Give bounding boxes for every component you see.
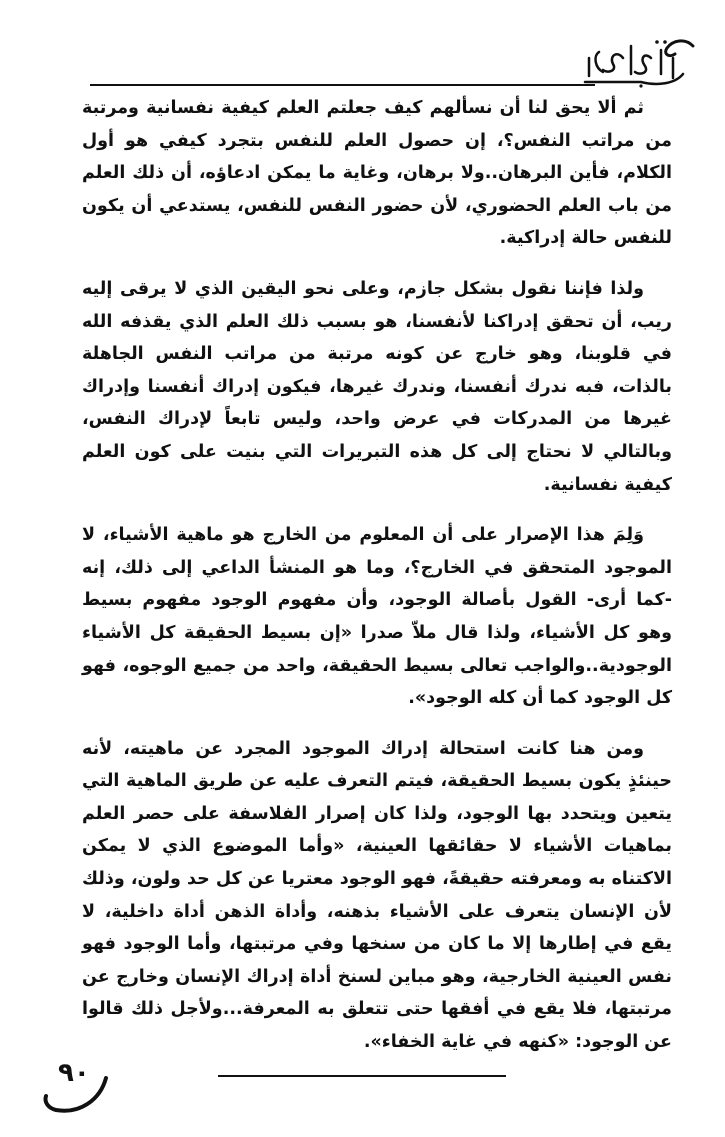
paragraph-3: وَلِمَ هذا الإصرار على أن المعلوم من الخارج هو ماهية الأشياء، لا الموجود المتحقق في الخارج؟، وما هو المنشأ الداعي إلى ذلك، إنه -كما أرى- القول بأصالة الوجود، وأن مفهوم الوجود مفهوم بسيط وهو كل الأشياء، ولذا قال ملاّ صدرا «إن بسيط الحقيقة كل الأشياء الوجودية..والواجب تعالى بسيط الحقيقة، واحد من جميع الوجوه، فهو كل الوجود كما أن كله الوجود». xyxy=(82,525,672,709)
page-header xyxy=(90,28,695,92)
paragraph-1: ثم ألا يحق لنا أن نسألهم كيف جعلتم العلم كيفية نفسانية ومرتبة من مراتب النفس؟، إن حصول العلم للنفس بتجرد كيفي هو أول الكلام، فأين البرهان..ولا برهان، وغاية ما يمكن ادعاؤه، أن ذلك العلم من باب العلم الحضوري، لأن حضور النفس للنفس، يستدعي أن يكون للنفس حالة إدراكية. xyxy=(82,98,672,249)
paragraph-2: ولذا فإننا نقول بشكل جازم، وعلى نحو اليقين الذي لا يرقى إليه ريب، أن تحقق إدراكنا لأنفسنا، هو بسبب ذلك العلم الذي يقذفه الله في قلوبنا، وهو خارج عن كونه مرتبة من مراتب النفس الجاهلة بالذات، فبه ندرك أنفسنا، وندرك غيرها، فيكون إدراك أنفسنا وإدراك غيرها من المدركات في عرض واحد، وليس تابعاً لإدراك النفس، وبالتالي لا نحتاج إلى كل هذه التبريرات التي بنيت على كون العلم كيفية نفسانية. xyxy=(82,278,672,495)
footer-rule xyxy=(218,1075,506,1077)
page-body xyxy=(82,92,672,1059)
book-title-logo xyxy=(545,28,695,90)
header-rule xyxy=(90,84,595,86)
paragraph-4: ومن هنا كانت استحالة إدراك الموجود المجرد عن ماهيته، لأنه حينئذٍ يكون بسيط الحقيقة، فيتم التعرف عليه عن طريق الماهية التي يتعين ويتحدد بها الوجود، ولذا كان إصرار الفلاسفة على حصر العلم بماهيات الأشياء لا حقائقها العينية، «وأما الموضوع الذي لا يمكن الاكتناه به ومعرفته حقيقةً، فهو الوجود معتريا عن كل حد ولون، وذلك لأن الإنسان يتعرف على الأشياء بذهنه، وأداة الذهن أداة داخلية، لا يقع في إطارها إلا ما كان من سنخها وفي مرتبتها، وأما الوجود فهو نفس العينية الخارجية، وهو مباين لسنخ أداة إدراك الإنسان وخارج عن مرتبتها، فلا يقع في أفقها حتى تتعلق به المعرفة...ولأجل ذلك قالوا عن الوجود: «كنهه في غاية الخفاء». xyxy=(82,738,672,1053)
page-number: ٩٠ xyxy=(58,1058,90,1088)
